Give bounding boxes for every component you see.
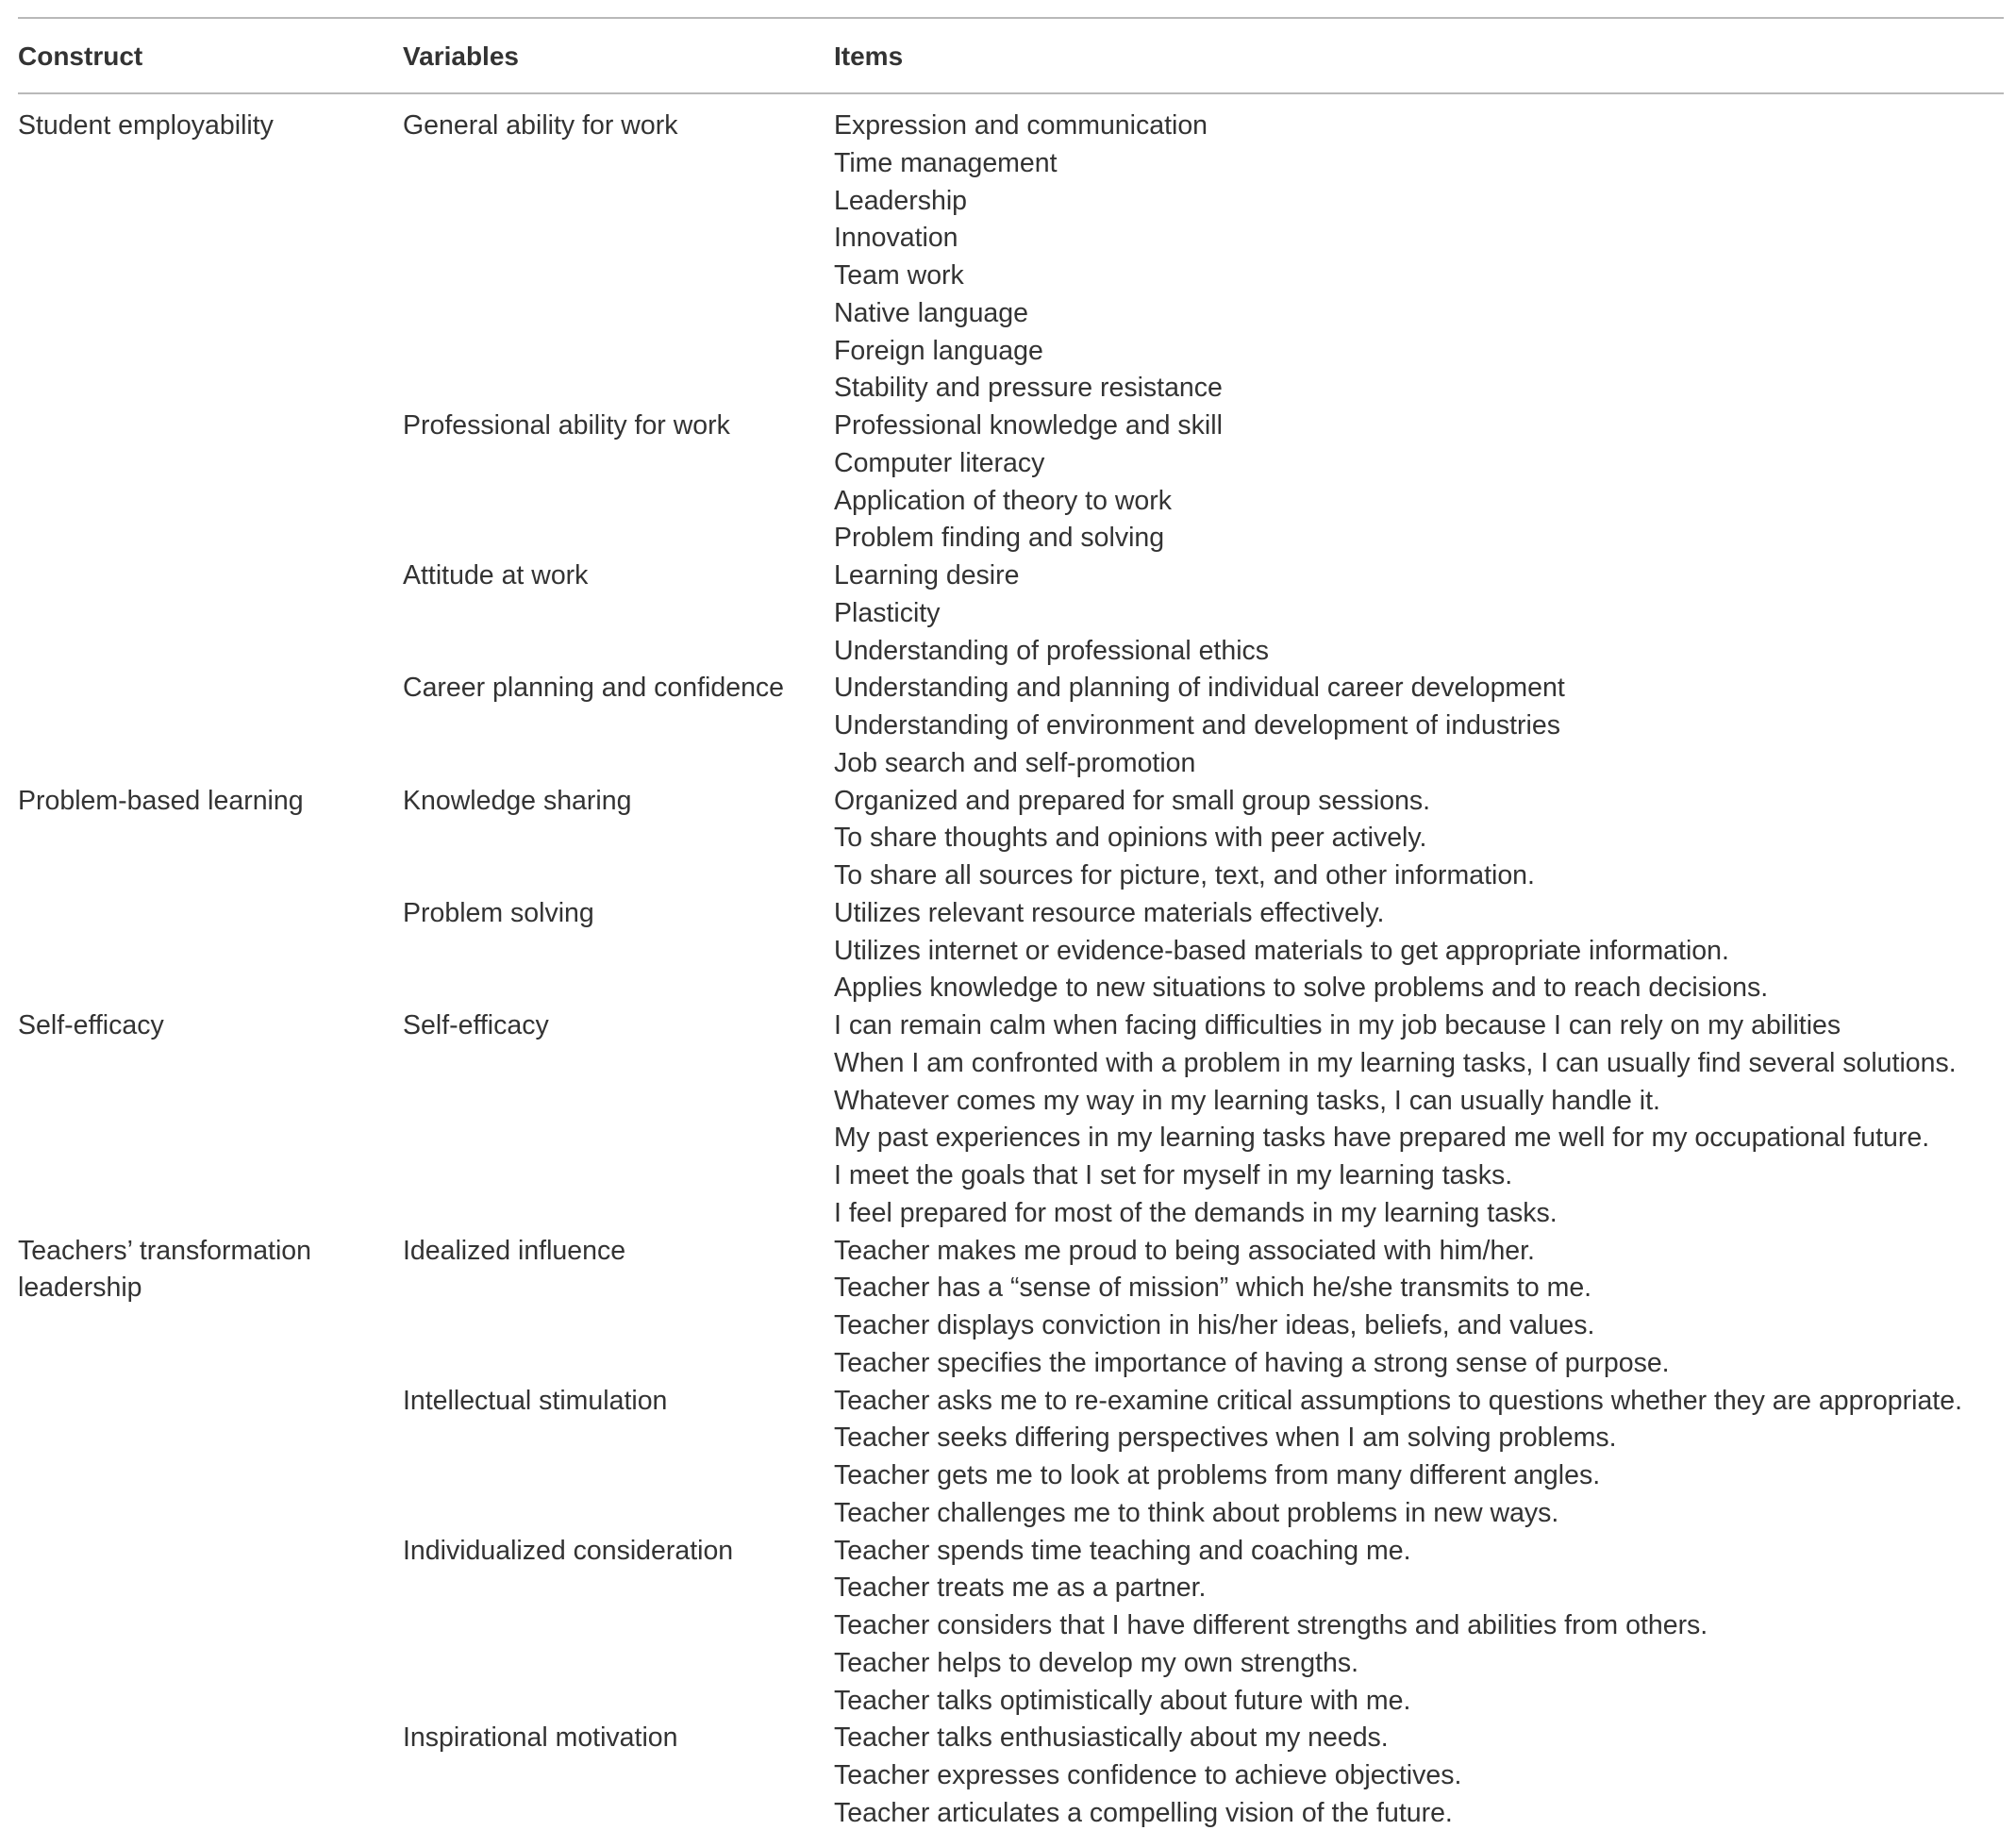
item-cell: Teacher treats me as a partner. — [834, 1572, 1207, 1604]
item-cell: To share thoughts and opinions with peer actively. — [834, 823, 1427, 854]
table-row — [18, 145, 2004, 183]
constructs-table — [18, 17, 2004, 1833]
item-cell: Organized and prepared for small group sessions. — [834, 785, 1431, 816]
table-row — [18, 1720, 2004, 1757]
table-row — [18, 1607, 2004, 1645]
table-row — [18, 445, 2004, 483]
variable-cell: Self-efficacy — [403, 1010, 549, 1040]
table-row — [18, 857, 2004, 895]
item-cell: When I am confronted with a problem in my learning tasks, I can usually find several solutions. — [834, 1047, 1957, 1078]
table-row — [18, 1383, 2004, 1421]
table-row — [18, 933, 2004, 971]
table-row — [18, 295, 2004, 333]
table-row — [18, 1795, 2004, 1833]
item-cell: Leadership — [834, 185, 968, 216]
table-row — [18, 783, 2004, 821]
table-row — [18, 1420, 2004, 1457]
construct-cell: Self-efficacy — [18, 1010, 164, 1040]
item-cell: Job search and self-promotion — [834, 747, 1196, 778]
item-cell: Teacher makes me proud to being associated with him/her. — [834, 1235, 1535, 1266]
construct-cell: Student employability — [18, 110, 274, 141]
item-cell: Teacher articulates a compelling vision of the future. — [834, 1797, 1453, 1828]
table-row — [18, 557, 2004, 595]
item-cell: Professional knowledge and skill — [834, 410, 1223, 441]
header-variables: Variables — [403, 42, 519, 71]
item-cell: I meet the goals that I set for myself in my learning tasks. — [834, 1160, 1513, 1190]
table-header-row — [18, 19, 2004, 92]
variable-cell: Individualized consideration — [403, 1535, 734, 1566]
construct-cell: leadership — [18, 1273, 142, 1304]
item-cell: Teacher talks optimistically about future with me. — [834, 1685, 1411, 1716]
item-cell: Team work — [834, 260, 964, 291]
item-cell: Computer literacy — [834, 447, 1045, 478]
table-row — [18, 258, 2004, 295]
item-cell: To share all sources for picture, text, and other information. — [834, 860, 1535, 890]
table-row — [18, 595, 2004, 633]
table-row — [18, 183, 2004, 221]
table-row — [18, 820, 2004, 857]
item-cell: Teacher displays conviction in his/her ideas, beliefs, and values. — [834, 1310, 1595, 1340]
item-cell: Understanding of environment and development of industries — [834, 710, 1560, 740]
table-row — [18, 1570, 2004, 1607]
table-row — [18, 408, 2004, 445]
variable-cell: Inspirational motivation — [403, 1722, 678, 1754]
table-row — [18, 520, 2004, 557]
table-row — [18, 1495, 2004, 1533]
item-cell: Teacher specifies the importance of having a strong sense of purpose. — [834, 1347, 1670, 1378]
variable-cell: Idealized influence — [403, 1235, 626, 1266]
header-construct: Construct — [18, 42, 143, 71]
item-cell: Teacher asks me to re-examine critical assumptions to questions whether they are appropriate. — [834, 1385, 1962, 1416]
table-row — [18, 1345, 2004, 1383]
item-cell: Teacher spends time teaching and coaching me. — [834, 1535, 1411, 1566]
table-row — [18, 1270, 2004, 1307]
item-cell: Teacher seeks differing perspectives when I am solving problems. — [834, 1423, 1617, 1454]
variable-cell: Attitude at work — [403, 560, 589, 591]
table-row — [18, 670, 2004, 707]
item-cell: Stability and pressure resistance — [834, 373, 1223, 404]
header-items: Items — [834, 42, 904, 71]
table-row — [18, 633, 2004, 671]
table-body — [18, 94, 2004, 1833]
table-row — [18, 1083, 2004, 1121]
item-cell: Expression and communication — [834, 110, 1208, 141]
item-cell: Teacher helps to develop my own strengths. — [834, 1647, 1359, 1678]
variable-cell: Intellectual stimulation — [403, 1385, 668, 1416]
table-row — [18, 370, 2004, 408]
table-row — [18, 707, 2004, 745]
table-row — [18, 1683, 2004, 1721]
variable-cell: Problem solving — [403, 897, 594, 928]
item-cell: Application of theory to work — [834, 485, 1173, 516]
table-row — [18, 895, 2004, 933]
item-cell: Utilizes relevant resource materials effectively. — [834, 897, 1385, 928]
table-row — [18, 1457, 2004, 1495]
item-cell: Foreign language — [834, 335, 1043, 366]
item-cell: I can remain calm when facing difficulties in my job because I can rely on my abilities — [834, 1010, 1841, 1040]
construct-cell: Teachers’ transformation — [18, 1235, 311, 1266]
item-cell: Understanding of professional ethics — [834, 635, 1270, 666]
item-cell: Teacher talks enthusiastically about my needs. — [834, 1722, 1389, 1754]
item-cell: Plasticity — [834, 597, 941, 628]
item-cell: Teacher considers that I have different strengths and abilities from others. — [834, 1610, 1708, 1640]
table-row — [18, 483, 2004, 521]
table-row — [18, 745, 2004, 783]
table-row — [18, 1645, 2004, 1683]
table-row — [18, 220, 2004, 258]
table-row — [18, 1007, 2004, 1045]
variable-cell: Professional ability for work — [403, 410, 730, 441]
table-row — [18, 333, 2004, 371]
item-cell: Native language — [834, 297, 1028, 328]
item-cell: Utilizes internet or evidence-based materials to get appropriate information. — [834, 935, 1729, 966]
item-cell: Teacher expresses confidence to achieve objectives. — [834, 1760, 1462, 1790]
item-cell: Learning desire — [834, 560, 1020, 591]
item-cell: Applies knowledge to new situations to solve problems and to reach decisions. — [834, 973, 1769, 1004]
table-row — [18, 1307, 2004, 1345]
item-cell: Time management — [834, 147, 1058, 178]
item-cell: Teacher has a “sense of mission” which he/she transmits to me. — [834, 1273, 1592, 1304]
item-cell: Problem finding and solving — [834, 523, 1165, 554]
table-row — [18, 1195, 2004, 1233]
table-row — [18, 1233, 2004, 1271]
item-cell: Teacher gets me to look at problems from many different angles. — [834, 1460, 1601, 1490]
item-cell: My past experiences in my learning tasks have prepared me well for my occupational future. — [834, 1123, 1930, 1154]
variable-cell: General ability for work — [403, 110, 678, 141]
table-row — [18, 970, 2004, 1007]
construct-cell: Problem-based learning — [18, 785, 304, 816]
variable-cell: Knowledge sharing — [403, 785, 632, 816]
item-cell: Understanding and planning of individual career development — [834, 673, 1565, 704]
table-row — [18, 1045, 2004, 1083]
table-row — [18, 1157, 2004, 1195]
table-row — [18, 1757, 2004, 1795]
table-row — [18, 1120, 2004, 1157]
item-cell: Teacher challenges me to think about problems in new ways. — [834, 1497, 1559, 1528]
item-cell: I feel prepared for most of the demands in my learning tasks. — [834, 1197, 1558, 1228]
variable-cell: Career planning and confidence — [403, 673, 785, 704]
table-row — [18, 1533, 2004, 1571]
item-cell: Innovation — [834, 223, 958, 254]
item-cell: Whatever comes my way in my learning tasks, I can usually handle it. — [834, 1085, 1660, 1116]
table-row — [18, 108, 2004, 145]
